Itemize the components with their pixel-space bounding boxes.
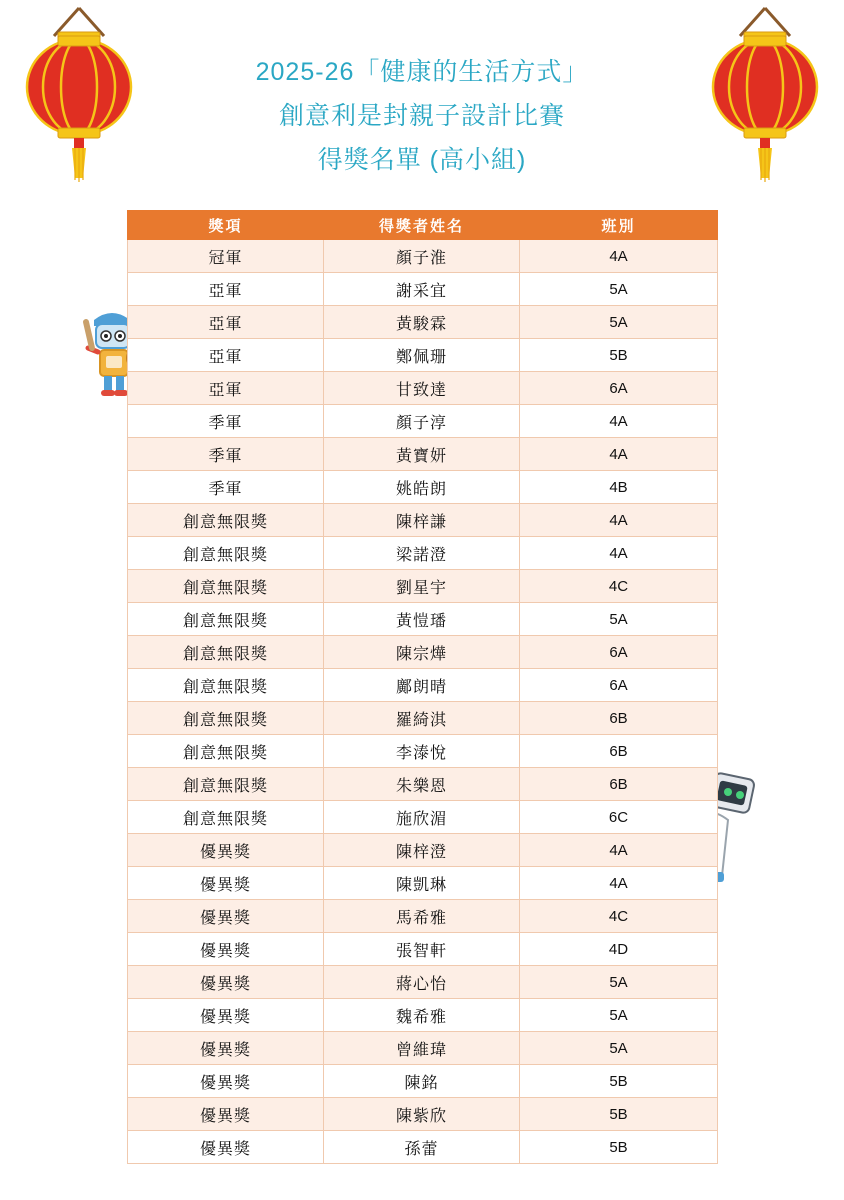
cell-class: 4B <box>520 471 718 504</box>
table-row <box>128 702 718 735</box>
cell-name: 李溙悅 <box>324 735 520 768</box>
cell-name: 張智軒 <box>324 933 520 966</box>
cell-name: 鄺朗晴 <box>324 669 520 702</box>
table-row <box>128 504 718 537</box>
cell-name: 謝采宜 <box>324 273 520 306</box>
cell-award: 創意無限獎 <box>128 570 324 603</box>
cell-award: 創意無限獎 <box>128 801 324 834</box>
cell-name: 朱樂恩 <box>324 768 520 801</box>
cell-award: 優異獎 <box>128 966 324 999</box>
title-line-1: 2025-26「健康的生活方式」 <box>255 58 589 86</box>
cell-award: 亞軍 <box>128 372 324 405</box>
cell-class: 5A <box>520 966 718 999</box>
cell-name: 施欣湄 <box>324 801 520 834</box>
cell-name: 鄭佩珊 <box>324 339 520 372</box>
column-header-name: 得獎者姓名 <box>324 211 520 240</box>
cell-class: 4A <box>520 438 718 471</box>
cell-class: 4A <box>520 240 718 273</box>
cell-class: 4D <box>520 933 718 966</box>
cell-class: 6A <box>520 669 718 702</box>
cell-name: 黃愷璠 <box>324 603 520 636</box>
cell-name: 曾維瑋 <box>324 1032 520 1065</box>
award-table <box>127 210 718 1164</box>
table-row <box>128 306 718 339</box>
cell-award: 創意無限獎 <box>128 735 324 768</box>
cell-name: 蔣心怡 <box>324 966 520 999</box>
cell-award: 冠軍 <box>128 240 324 273</box>
cell-class: 4A <box>520 537 718 570</box>
cell-class: 5A <box>520 306 718 339</box>
cell-name: 顏子淳 <box>324 405 520 438</box>
cell-class: 6C <box>520 801 718 834</box>
cell-class: 4A <box>520 405 718 438</box>
cell-name: 黃寶妍 <box>324 438 520 471</box>
cell-name: 魏希雅 <box>324 999 520 1032</box>
cell-class: 6B <box>520 768 718 801</box>
table-row <box>128 1065 718 1098</box>
cell-class: 4A <box>520 834 718 867</box>
cell-class: 5B <box>520 1131 718 1164</box>
cell-award: 優異獎 <box>128 1131 324 1164</box>
cell-class: 4A <box>520 504 718 537</box>
column-header-class: 班別 <box>520 211 718 240</box>
cell-award: 創意無限獎 <box>128 504 324 537</box>
cell-award: 創意無限獎 <box>128 702 324 735</box>
cell-class: 5A <box>520 999 718 1032</box>
cell-class: 5A <box>520 603 718 636</box>
table-row <box>128 867 718 900</box>
cell-award: 季軍 <box>128 471 324 504</box>
table-row <box>128 570 718 603</box>
table-row <box>128 966 718 999</box>
table-row <box>128 471 718 504</box>
cell-name: 黃駿霖 <box>324 306 520 339</box>
table-row <box>128 669 718 702</box>
table-row <box>128 1032 718 1065</box>
cell-award: 亞軍 <box>128 273 324 306</box>
cell-class: 6B <box>520 735 718 768</box>
table-row <box>128 834 718 867</box>
cell-award: 優異獎 <box>128 999 324 1032</box>
cell-name: 孫蕾 <box>324 1131 520 1164</box>
cell-name: 姚皓朗 <box>324 471 520 504</box>
cell-award: 創意無限獎 <box>128 636 324 669</box>
cell-name: 劉星宇 <box>324 570 520 603</box>
table-row <box>128 999 718 1032</box>
table-row <box>128 273 718 306</box>
table-row <box>128 372 718 405</box>
cell-award: 優異獎 <box>128 1098 324 1131</box>
cell-award: 優異獎 <box>128 867 324 900</box>
table-row <box>128 603 718 636</box>
cell-award: 創意無限獎 <box>128 603 324 636</box>
cell-award: 亞軍 <box>128 306 324 339</box>
cell-award: 優異獎 <box>128 1065 324 1098</box>
table-row <box>128 1131 718 1164</box>
page-title <box>0 50 844 182</box>
cell-class: 5B <box>520 1098 718 1131</box>
title-line-3: 得獎名單 (高小組) <box>317 146 527 174</box>
cell-class: 4C <box>520 900 718 933</box>
table-row <box>128 768 718 801</box>
table-row <box>128 933 718 966</box>
cell-name: 馬希雅 <box>324 900 520 933</box>
cell-class: 6B <box>520 702 718 735</box>
table-row <box>128 438 718 471</box>
column-header-award: 獎項 <box>128 211 324 240</box>
cell-name: 陳梓謙 <box>324 504 520 537</box>
award-list-table <box>127 210 717 1164</box>
cell-class: 5A <box>520 1032 718 1065</box>
title-line-2: 創意利是封親子設計比賽 <box>278 102 565 130</box>
table-row <box>128 1098 718 1131</box>
cell-name: 梁諾澄 <box>324 537 520 570</box>
table-row <box>128 636 718 669</box>
cell-name: 陳紫欣 <box>324 1098 520 1131</box>
cell-award: 創意無限獎 <box>128 669 324 702</box>
table-row <box>128 339 718 372</box>
table-header-row <box>128 211 718 240</box>
cell-name: 顏子淮 <box>324 240 520 273</box>
cell-award: 優異獎 <box>128 834 324 867</box>
cell-award: 亞軍 <box>128 339 324 372</box>
cell-name: 甘致達 <box>324 372 520 405</box>
cell-name: 陳銘 <box>324 1065 520 1098</box>
table-row <box>128 537 718 570</box>
cell-class: 4C <box>520 570 718 603</box>
cell-class: 5B <box>520 339 718 372</box>
cell-class: 4A <box>520 867 718 900</box>
cell-award: 創意無限獎 <box>128 768 324 801</box>
cell-class: 5A <box>520 273 718 306</box>
cell-class: 6A <box>520 372 718 405</box>
cell-name: 陳宗燁 <box>324 636 520 669</box>
cell-award: 優異獎 <box>128 900 324 933</box>
table-row <box>128 801 718 834</box>
cell-award: 優異獎 <box>128 1032 324 1065</box>
cell-class: 5B <box>520 1065 718 1098</box>
table-row <box>128 240 718 273</box>
cell-award: 優異獎 <box>128 933 324 966</box>
cell-class: 6A <box>520 636 718 669</box>
cell-name: 陳凱琳 <box>324 867 520 900</box>
cell-award: 創意無限獎 <box>128 537 324 570</box>
cell-award: 季軍 <box>128 405 324 438</box>
cell-name: 陳梓澄 <box>324 834 520 867</box>
table-row <box>128 735 718 768</box>
table-row <box>128 405 718 438</box>
table-row <box>128 900 718 933</box>
cell-name: 羅綺淇 <box>324 702 520 735</box>
cell-award: 季軍 <box>128 438 324 471</box>
